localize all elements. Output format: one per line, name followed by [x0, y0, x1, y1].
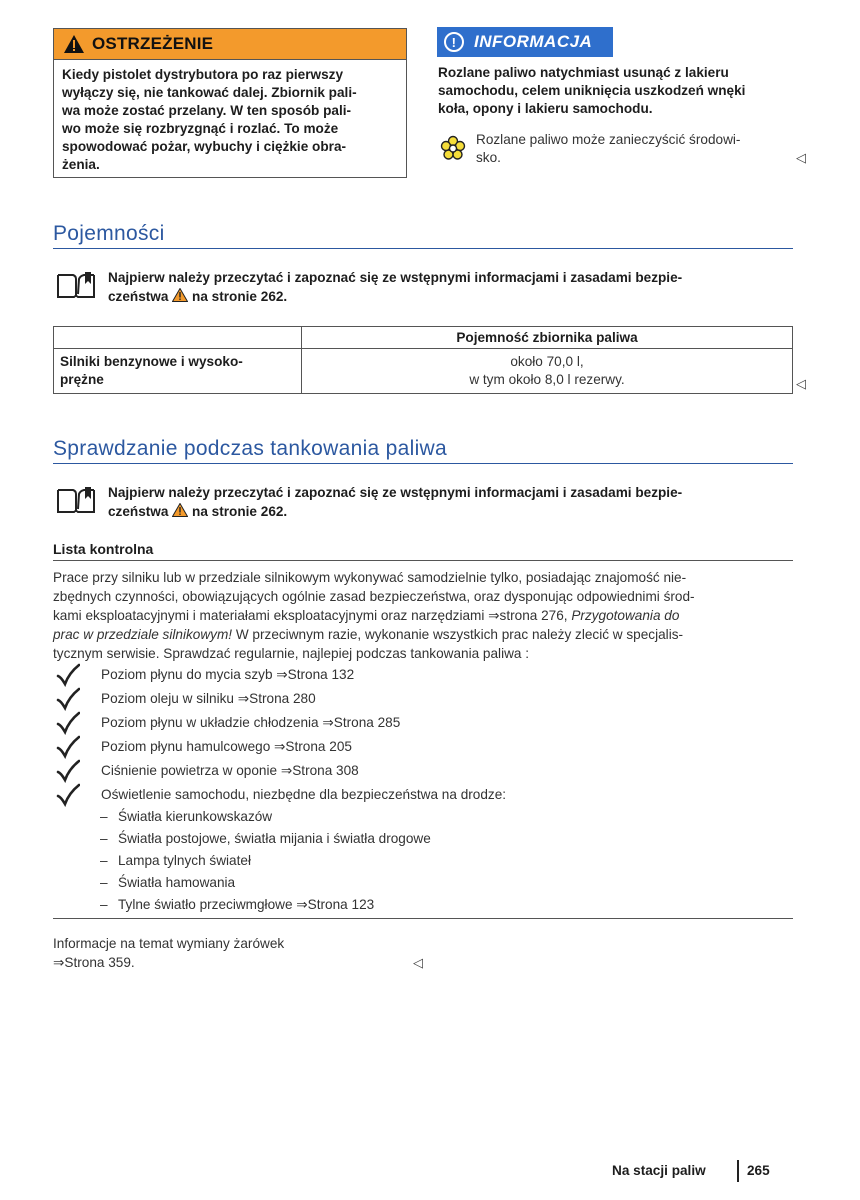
warning-triangle-icon — [63, 34, 85, 54]
read-first-note — [108, 268, 682, 306]
sub-list-item-label: Światła postojowe, światła mijania i światła drogowe — [118, 831, 431, 846]
checkmark-icon — [56, 663, 80, 687]
section-divider — [53, 463, 793, 464]
info-text — [438, 64, 798, 118]
section-title-check: Sprawdzanie podczas tankowania paliwa — [53, 437, 448, 460]
section-title-capacities: Pojemności — [53, 222, 165, 245]
warning-line: wyłączy się, nie tankować dalej. Zbiornik pali- — [62, 85, 357, 100]
sub-list-item-label: Lampa tylnych świateł — [118, 853, 251, 868]
note-line — [108, 502, 682, 521]
environment-line: sko. — [476, 150, 501, 165]
page-reference-link[interactable]: na stronie 262. — [192, 289, 288, 304]
note-line — [108, 287, 682, 306]
info-line: samochodu, celem uniknięcia uszkodzeń wnęki — [438, 83, 746, 98]
info-title: INFORMACJA — [474, 32, 593, 51]
back-marker-icon: ◁ — [413, 955, 423, 970]
table-row — [54, 349, 793, 394]
table-empty-header — [54, 327, 302, 349]
warning-header — [54, 29, 406, 60]
sub-list-item — [100, 809, 272, 824]
sub-list-item — [100, 831, 431, 846]
checkmark-icon — [56, 759, 80, 783]
intro-link[interactable]: prac w przedziale silnikowym! — [53, 627, 233, 642]
warning-line: żenia. — [62, 157, 100, 172]
sub-list-item — [100, 897, 374, 913]
bulb-info-link[interactable]: ⇒Strona 359. — [53, 955, 135, 970]
intro-line — [53, 606, 695, 625]
intro-text: kami eksploatacyjnymi i materiałami eksploatacyjnymi oraz narzędziami ⇒strona 276, — [53, 608, 572, 623]
info-line: koła, opony i lakieru samochodu. — [438, 101, 653, 116]
sub-list-item-label: Światła kierunkowskazów — [118, 809, 273, 824]
table-cell-line: około 70,0 l, — [510, 354, 584, 369]
checklist-item-label: Poziom oleju w silniku ⇒Strona 280 — [101, 691, 316, 706]
page-reference-link[interactable]: na stronie 262. — [192, 504, 288, 519]
intro-text: W przeciwnym razie, wykonanie wszystkich prac należy zlecić w specjalis- — [232, 627, 684, 642]
note-line: Najpierw należy przeczytać i zapoznać się ze wstępnymi informacjami i zasadami bezpie- — [108, 270, 683, 285]
warning-line: wo może się rozbryzgnąć i rozlać. To może — [62, 121, 339, 136]
checklist-subheading: Lista kontrolna — [53, 541, 154, 557]
sub-list-item — [100, 875, 235, 890]
environment-line: Rozlane paliwo może zanieczyścić środowi- — [476, 132, 741, 147]
info-header — [437, 27, 613, 57]
dash-bullet: – — [100, 897, 108, 912]
table-row-label — [54, 349, 302, 394]
sub-list-item-label: Światła hamowania — [118, 875, 236, 890]
bulb-info — [53, 934, 284, 972]
sub-list-item-label: Tylne światło przeciwmgłowe ⇒Strona 123 — [118, 897, 375, 912]
checklist-item-label: Poziom płynu w układzie chłodzenia ⇒Strona 285 — [101, 715, 401, 730]
warning-line: wa może zostać przelany. W ten sposób pali- — [62, 103, 352, 118]
checkmark-icon — [56, 783, 80, 807]
intro-line: tycznym serwisie. Sprawdzać regularnie, najlepiej podczas tankowania paliwa : — [53, 646, 530, 661]
note-text-pre: czeństwa — [108, 289, 169, 304]
dash-bullet: – — [100, 831, 108, 846]
checklist-item-label: Poziom płynu hamulcowego ⇒Strona 205 — [101, 739, 352, 754]
book-icon — [56, 485, 96, 515]
warning-line: Kiedy pistolet dystrybutora po raz pierwszy — [62, 67, 344, 82]
info-line: Rozlane paliwo natychmiast usunąć z lakieru — [438, 65, 729, 80]
page-number: 265 — [747, 1163, 770, 1178]
info-icon: ! — [444, 32, 464, 52]
checklist-intro — [53, 568, 695, 663]
checkmark-icon — [56, 735, 80, 759]
checklist-item-label: Oświetlenie samochodu, niezbędne dla bezpieczeństwa na drodze: — [101, 787, 507, 802]
bulb-info-line: Informacje na temat wymiany żarówek — [53, 936, 285, 951]
table-row-value — [302, 349, 793, 394]
checklist-item-label: Poziom płynu do mycia szyb ⇒Strona 132 — [101, 667, 355, 682]
book-icon — [56, 270, 96, 300]
intro-line: zbędnych czynności, obowiązujących ogólnie zasad bezpieczeństwa, oraz dysponując odpowiednimi środ- — [53, 589, 695, 604]
warning-line: spowodować pożar, wybuchy i ciężkie obra- — [62, 139, 347, 154]
intro-line — [53, 625, 695, 644]
checkmark-icon — [56, 711, 80, 735]
subheading-divider — [53, 560, 793, 561]
capacity-table — [53, 326, 793, 394]
table-cell-line: w tym około 8,0 l rezerwy. — [469, 372, 625, 387]
intro-link[interactable]: Przygotowania do — [571, 608, 680, 623]
note-text-pre: czeństwa — [108, 504, 169, 519]
dash-bullet: – — [100, 853, 108, 868]
checkmark-icon — [56, 687, 80, 711]
footer-divider — [737, 1160, 739, 1182]
note-line: Najpierw należy przeczytać i zapoznać się ze wstępnymi informacjami i zasadami bezpie- — [108, 485, 683, 500]
table-header-cell: Pojemność zbiornika paliwa — [302, 327, 793, 349]
intro-line: Prace przy silniku lub w przedziale silnikowym wykonywać samodzielnie tylko, posiadając znajomość nie- — [53, 570, 687, 585]
table-header-row — [54, 327, 793, 349]
section-divider — [53, 248, 793, 249]
back-marker-icon: ◁ — [796, 150, 806, 165]
warning-triangle-small-icon — [172, 288, 188, 302]
warning-text — [54, 60, 406, 174]
environment-note — [476, 131, 740, 167]
table-cell-line: Silniki benzynowe i wysoko- — [60, 354, 243, 369]
checklist-end-divider — [53, 918, 793, 919]
checklist-item-label: Ciśnienie powietrza w oponie ⇒Strona 308 — [101, 763, 359, 778]
warning-triangle-small-icon — [172, 503, 188, 517]
warning-box — [53, 28, 407, 178]
dash-bullet: – — [100, 809, 108, 824]
read-first-note — [108, 483, 682, 521]
environment-flower-icon — [440, 135, 466, 161]
dash-bullet: – — [100, 875, 108, 890]
footer-section-name: Na stacji paliw — [612, 1163, 706, 1178]
warning-title: OSTRZEŻENIE — [92, 34, 214, 53]
sub-list-item — [100, 853, 251, 868]
back-marker-icon: ◁ — [796, 376, 806, 391]
table-cell-line: prężne — [60, 372, 104, 387]
